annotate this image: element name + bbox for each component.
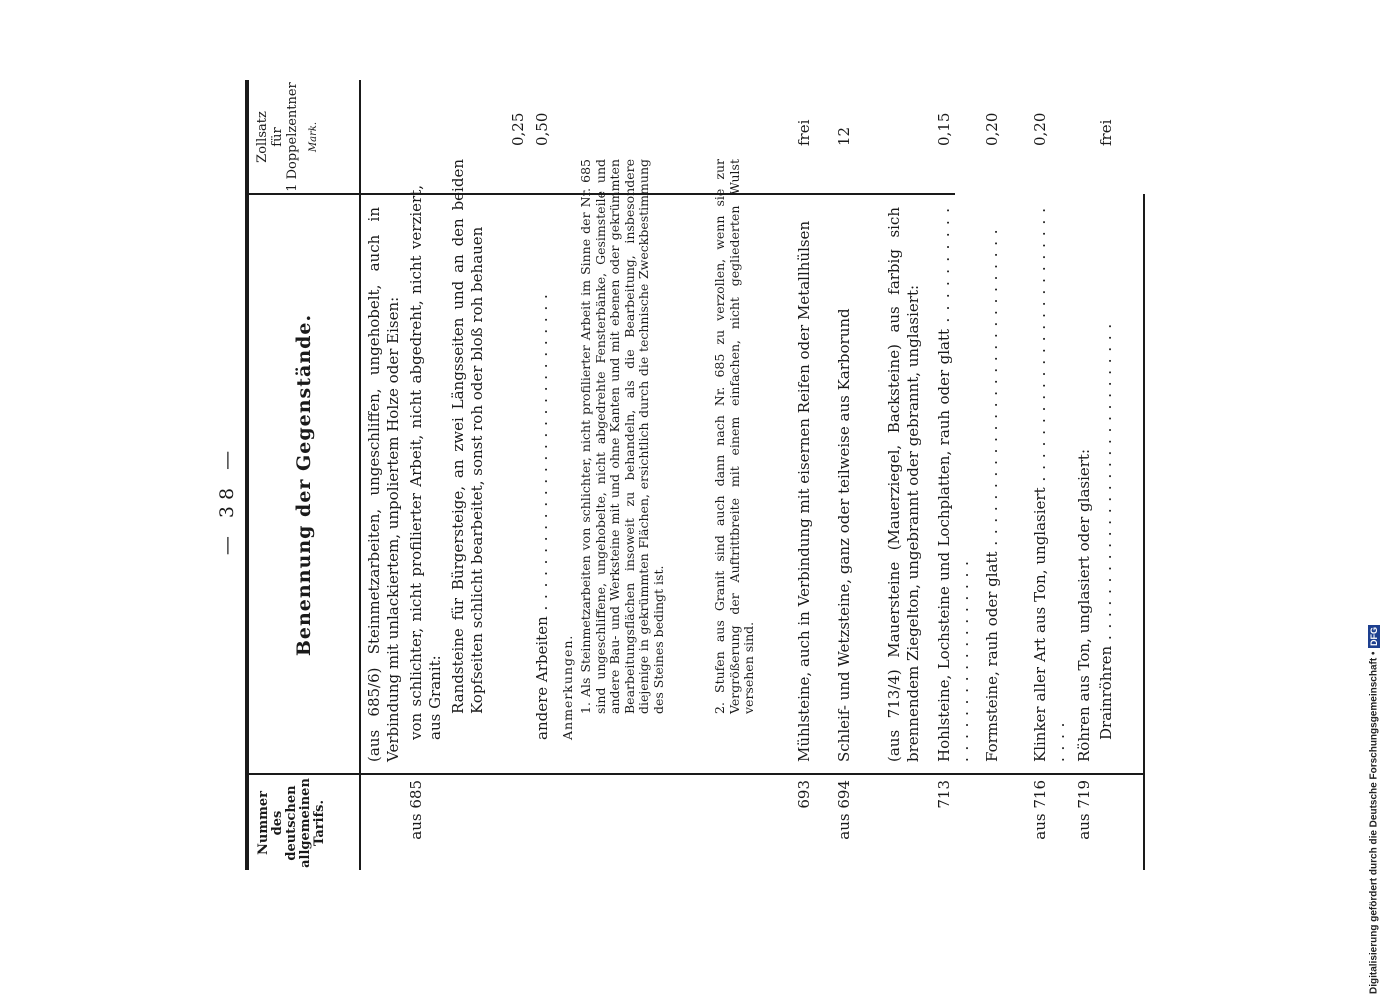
row-number: aus 716 bbox=[1031, 780, 1049, 840]
row-text: Schleif- und Wetzsteine, ganz oder teilweise aus Karborund bbox=[835, 308, 853, 762]
row-text: Hohlsteine, Lochsteine und Lochplatten, rauh oder glatt . . . bbox=[935, 207, 973, 762]
row-rate: 0,50 bbox=[533, 112, 551, 146]
row-rate: frei bbox=[1097, 119, 1115, 146]
row-rate: frei bbox=[795, 119, 813, 146]
row-number: aus 694 bbox=[835, 780, 853, 840]
row-text: 2. Stufen aus Granit sind auch dann nach Nr. 685 zu verzollen, wenn sie zur Vergrößerung der Auftrittbreite mit einem einfachen, nicht gegliederten Wulst versehen sind. bbox=[712, 159, 756, 714]
header-rate-unit: Mark. bbox=[308, 121, 319, 153]
row-number: 693 bbox=[795, 780, 813, 809]
row-text: andere Arbeiten . . . bbox=[533, 185, 552, 762]
header-description-column bbox=[249, 196, 359, 774]
row-number: aus 719 bbox=[1075, 780, 1093, 840]
row-text: Anmerkungen. bbox=[560, 634, 575, 740]
row-text: Formsteine, rauh oder glatt . . . bbox=[983, 207, 1002, 762]
row-text: (aus 713/4) Mauersteine (Mauerziegel, Backsteine) aus farbig sich brennendem Ziegelton, ungebrannt oder gebrannt, unglasiert: bbox=[885, 207, 922, 762]
row-rate: 0,20 bbox=[983, 112, 1001, 146]
header-description-label: Benennung der Gegenstände. bbox=[293, 313, 315, 657]
table-bottom-rule bbox=[1143, 194, 1145, 870]
page-number: — 38 — bbox=[216, 444, 238, 556]
row-number: 713 bbox=[935, 780, 953, 809]
column-divider-1 bbox=[245, 773, 1145, 775]
tariff-table bbox=[245, 80, 1145, 870]
row-text: Röhren aus Ton, unglasiert oder glasiert: bbox=[1075, 448, 1093, 762]
dfg-logo: DFG bbox=[1369, 626, 1379, 646]
side-credit-text: Digitalisierung gefördert durch die Deutsche Forschungsgemeinschaft • bbox=[1368, 651, 1380, 994]
row-text: Klinker aller Art aus Ton, unglasiert . . . bbox=[1031, 207, 1069, 762]
side-credit-wrap bbox=[1366, 6, 1382, 994]
row-text: von schlichter, nicht profilierter Arbeit, nicht abgedreht, nicht verziert, aus Granit: bbox=[407, 185, 444, 740]
row-text: Drainröhren . . . bbox=[1097, 185, 1116, 762]
row-rate: 0,25 bbox=[509, 112, 527, 146]
row-rate: 12 bbox=[835, 126, 853, 146]
row-text: Mühlsteine, auch in Verbindung mit eisernen Reifen oder Metallhülsen bbox=[795, 220, 813, 762]
row-text: Randsteine für Bürgersteige, an zwei Längsseiten und an den beiden Kopfseiten schlicht bearbeitet, sonst roh oder bloß roh behauen bbox=[449, 159, 486, 714]
header-number-column: Nummer des deutschen allgemeinen Tarifs. bbox=[256, 778, 327, 868]
row-rate: 0,20 bbox=[1031, 112, 1049, 146]
row-text: 1. Als Steinmetzarbeiten von schlichter, nicht profilierter Arbeit im Sinne der Nr. 685 sind ungeschliffene, ungehobelte, nicht abgedrehte Fensterbänke, Gesimsteile und andere Bau- und Werksteine mit und ohne Kanten und mit ebenen oder gekrümmten Bearbeitungsflächen insoweit zu behandeln, als die Bearbeitung, insbesondere diejenige in gekrümmten Flächen, ersichtlich durch die technische Zweckbestimmung des Steines bedingt ist. bbox=[578, 159, 666, 714]
row-rate: 0,15 bbox=[935, 112, 953, 146]
row-text: (aus 685/6) Steinmetzarbeiten, ungeschliffen, ungehobelt, auch in Verbindung mit unlackiertem, unpoliertem Holze oder Eisen: bbox=[365, 207, 402, 762]
table-header bbox=[245, 80, 361, 870]
header-rate-label: Zollsatz für 1 Doppelzentner bbox=[255, 82, 300, 192]
side-credit bbox=[1366, 6, 1382, 994]
row-number: aus 685 bbox=[407, 780, 425, 840]
header-rate-column bbox=[255, 80, 321, 194]
